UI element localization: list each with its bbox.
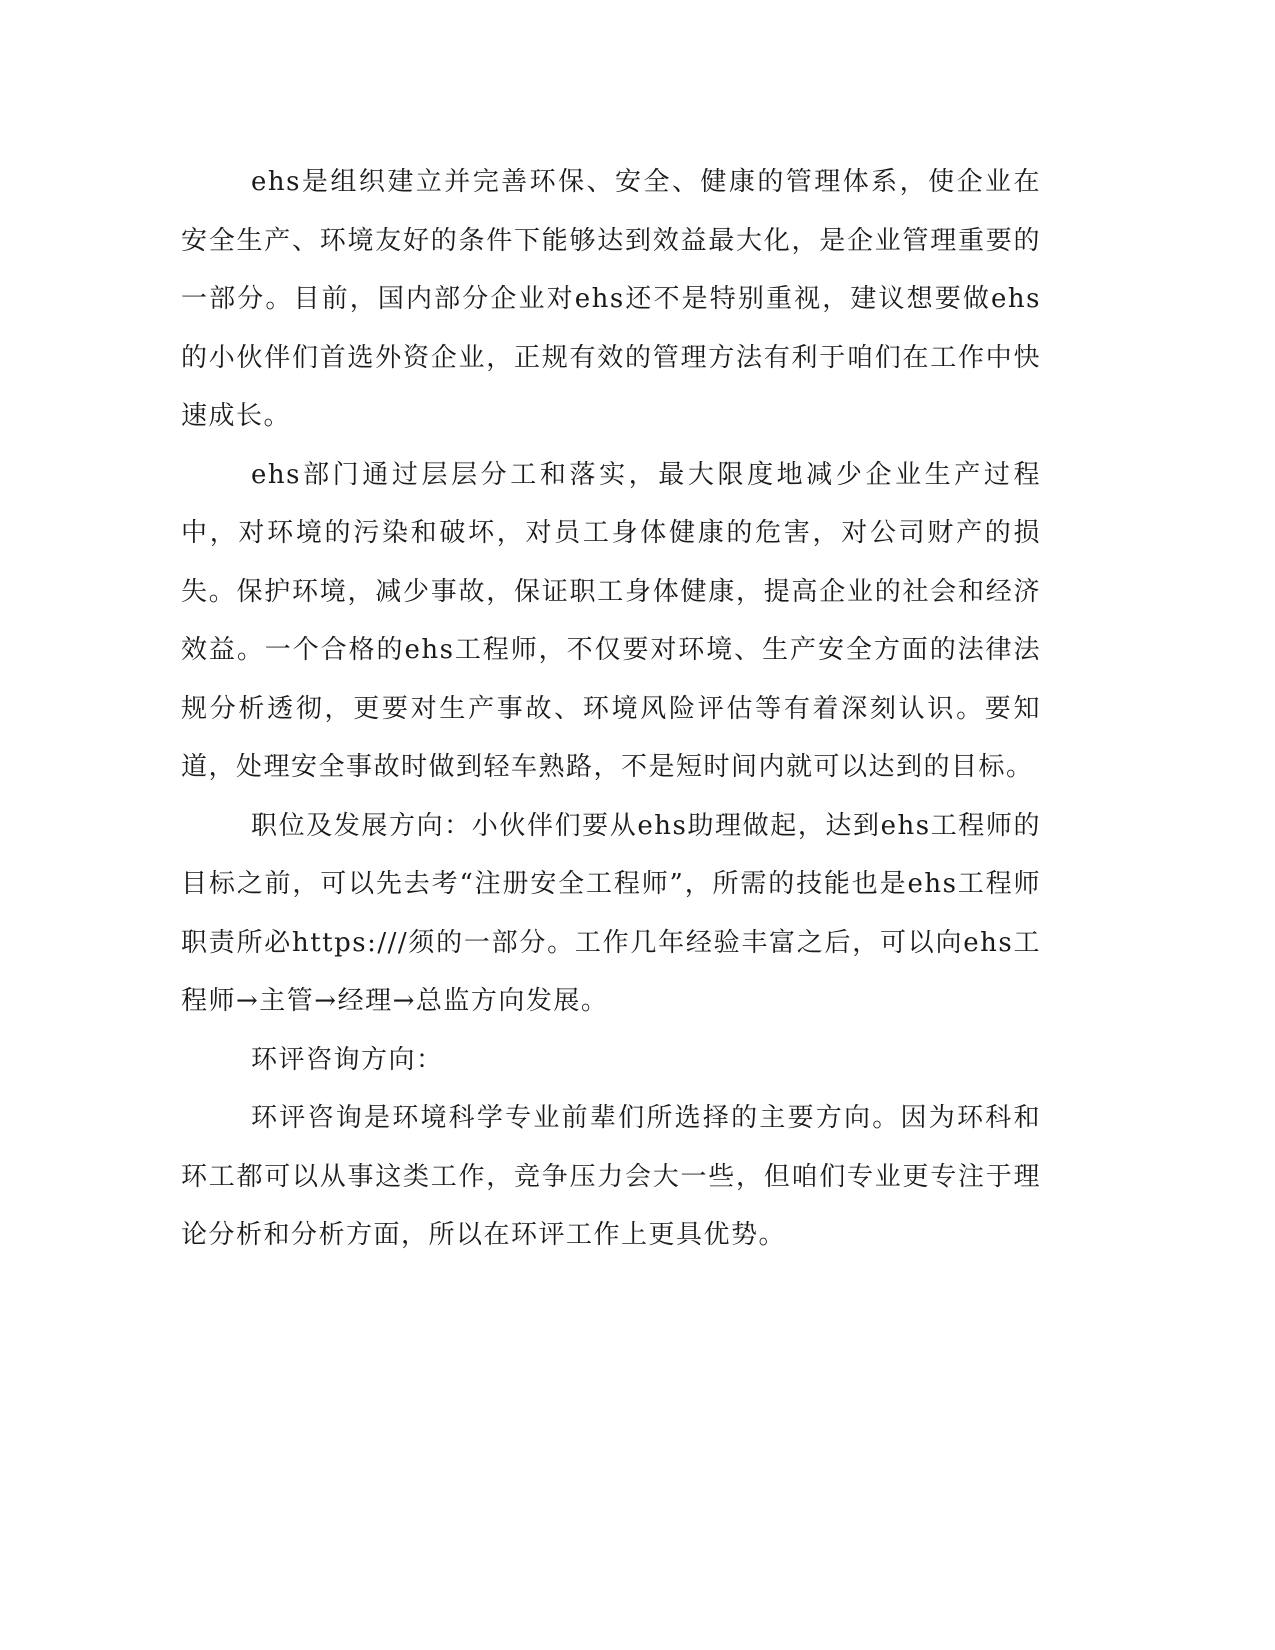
document-body — [181, 153, 1041, 1265]
paragraph-ehs-department: ehs部门通过层层分工和落实，最大限度地减少企业生产过程中，对环境的污染和破坏，对员工身体健康的危害，对公司财产的损失。保护环境，减少事故，保证职工身体健康，提高企业的社会和经济效益。一个合格的ehs工程师，不仅要对环境、生产安全方面的法律法规分析透彻，更要对生产事故、环境风险评估等有着深刻认识。要知道，处理安全事故时做到轻车熟路，不是短时间内就可以达到的目标。 — [181, 459, 1041, 782]
paragraph-eia-heading: 环评咨询方向： — [251, 1044, 444, 1075]
paragraph-career-path: 职位及发展方向：小伙伴们要从ehs助理做起，达到ehs工程师的目标之前，可以先去考“注册安全工程师”，所需的技能也是ehs工程师职责所必https:///须的一部分。工作几年经验丰富之后，可以向ehs工程师→主管→经理→总监方向发展。 — [181, 810, 1041, 1016]
paragraph-ehs-intro: ehs是组织建立并完善环保、安全、健康的管理体系，使企业在安全生产、环境友好的条件下能够达到效益最大化，是企业管理重要的一部分。目前，国内部分企业对ehs还不是特别重视，建议想要做ehs的小伙伴们首选外资企业，正规有效的管理方法有利于咱们在工作中快速成长。 — [181, 167, 1041, 431]
paragraph-eia-consulting: 环评咨询是环境科学专业前辈们所选择的主要方向。因为环科和环工都可以从事这类工作，竞争压力会大一些，但咱们专业更专注于理论分析和分析方面，所以在环评工作上更具优势。 — [181, 1103, 1041, 1250]
